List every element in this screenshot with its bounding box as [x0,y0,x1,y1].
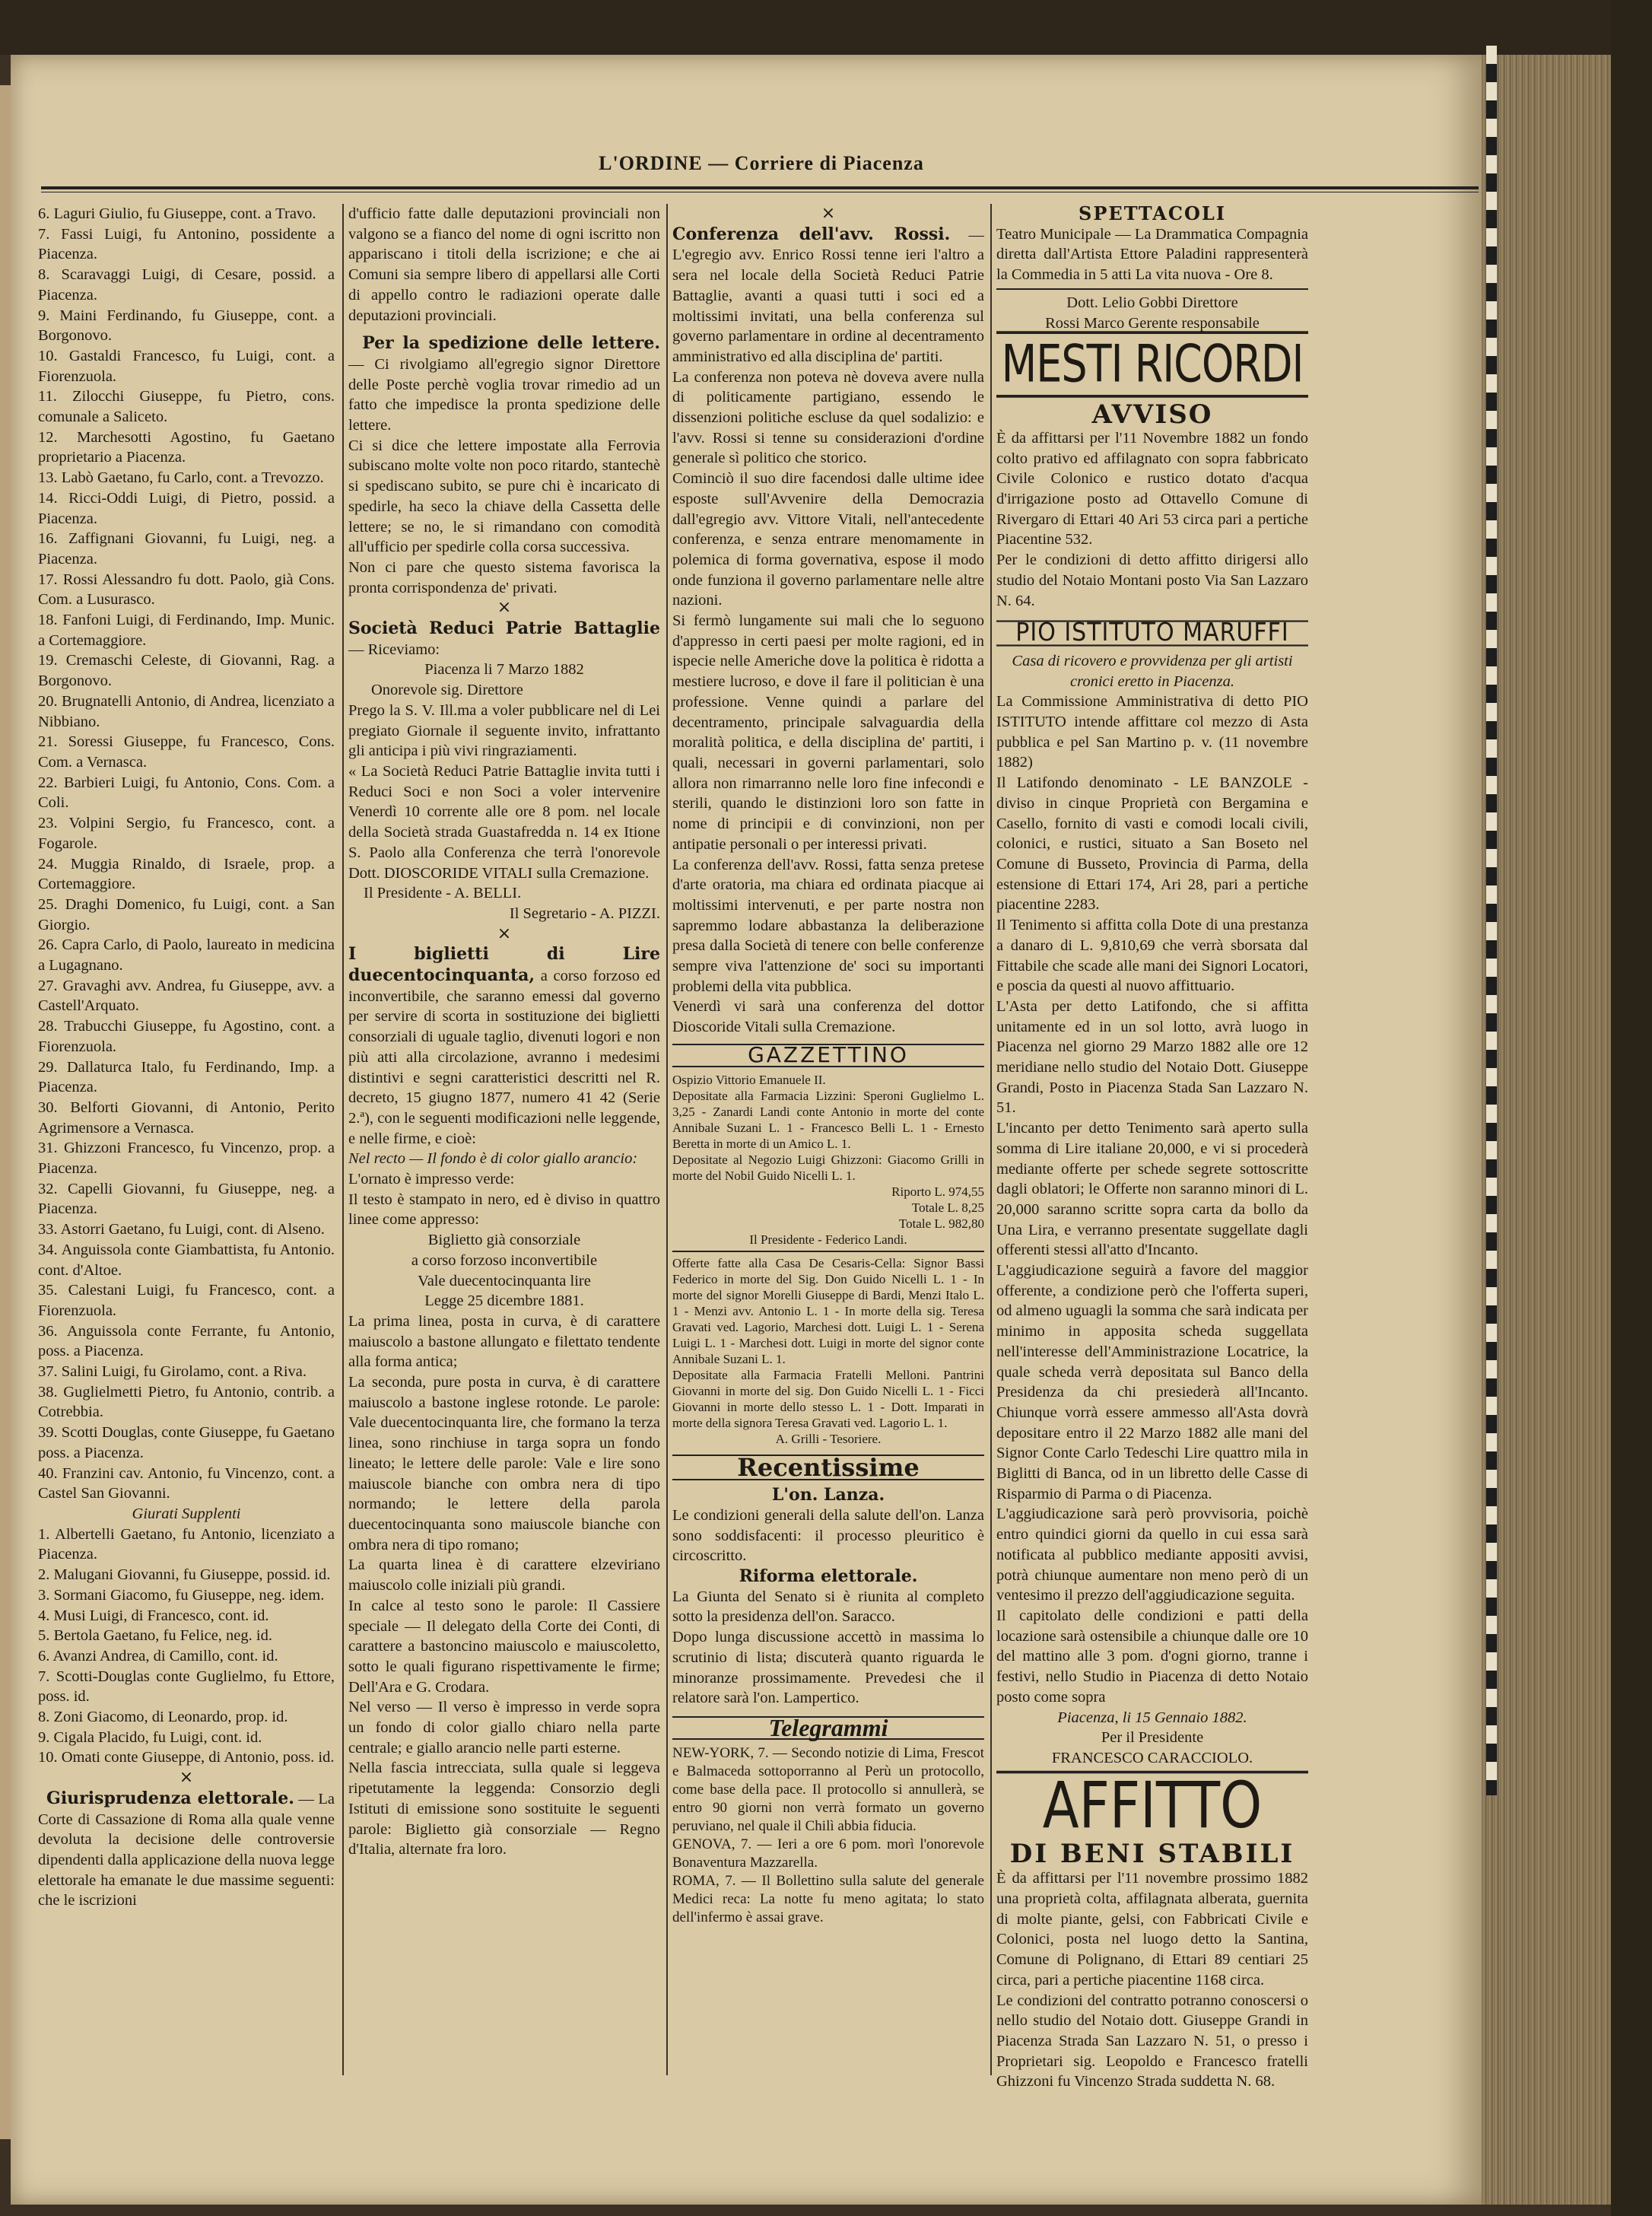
juror-entry: 33. Astorri Gaetano, fu Luigi, cont. di Alseno. [38,1221,325,1238]
avviso-heading: AVVISO [1091,399,1213,431]
note-line: a corso forzoso inconvertibile [411,1251,598,1269]
article-spedizione [348,333,660,436]
juror-entry: 12. Marchesotti Agostino, fu Gaetano proprietario a Piacenza. [38,428,335,466]
article-text: Il testo è stampato in nero, ed è diviso in quattro linee come appresso: [348,1191,660,1229]
gazzettino-text: Ospizio Vittorio Emanuele II. [672,1072,826,1087]
article-text: Si fermò lungamente sui mali che lo seguono d'appresso in certi paesi per molte ragioni, ed in ispecie nelle Americhe dove la politica è ridotta a mestiere lucroso, e dove il fare il politician è una professione. Venne quindi a parlare del decentramento, principale salvaguardia della moralità politica, e della disciplina de' partiti, i quali, necessari in governi parlamentari, solo allora non rimarranno nelle loro fine infecondi e sterili, quando le distinzioni loro son fatte in nome di principii e di convinzioni, non per antipatie personali o per interessi privati. [672,612,984,853]
gazzettino-total: Totale L. 982,80 [898,1216,984,1231]
article-text: — Riceviamo: [348,641,440,658]
book-fore-edge [1482,55,1611,2205]
juror-entry: 40. Franzini cav. Antonio, fu Vincenzo, cont. a Castel San Giovanni. [38,1464,335,1502]
juror-entry: 26. Capra Carlo, di Paolo, laureato in medicina a Lugagnano. [38,936,335,974]
article-title: Per la spedizione delle lettere. [362,333,660,354]
gazzettino-text: Depositate alla Farmacia Lizzini: Speroni Guglielmo L. 3,25 - Zanardi Landi conte Antonio in morte del conte Annibale Suzani L. 1 - Francesco Belli L. 1 - Ernesto Beretta in morte di un Amico L. 1. [672,1088,984,1151]
article-text: Le condizioni generali della salute dell'on. Lanza sono soddisfacenti: il processo pleuritico è circoscritto. [672,1506,984,1565]
article-text: — La Corte di Cassazione di Roma alla quale venne devoluta la decisione delle controversie dipendenti dalla applicazione della nuova legge elettorale ha emanate le due massime seguenti: che le iscrizioni [38,1790,335,1909]
juror-entry: 29. Dallaturca Italo, fu Ferdinando, Imp. a Piacenza. [38,1058,335,1096]
article-title: I biglietti di Lire duecentocinquanta, [348,944,660,986]
separator: × [497,924,512,943]
beni-stabili-heading: DI BENI STABILI [1009,1838,1295,1869]
article-text: Ci si dice che lettere impostate alla Ferrovia subiscano molte volte non poco ritardo, stantechè si spediscano subito, se pure chi è incaricato di spedirle, ha seco la chiave della Cassetta delle lettere; se no, le si rimandano con comodità all'ufficio per spedirle colla corsa successiva. [348,437,660,556]
article-text: Non ci pare che questo sistema favorisca la pronta corrispondenza de' privati. [348,558,660,596]
juror-entry: 8. Scaravaggi Luigi, di Cesare, possid. a Piacenza. [38,266,335,304]
ad-text: È da affittarsi per l'11 novembre prossimo 1882 una proprietà colta, affilagnata alberata, guernita di molte piante, gelsi, con Fabbricati Civile e Colonici, posta nel luogo detto la Santina, Comune di Polignano, di Ettari 89 centiari 25 circa, pari a pertiche piacentine 1168 circa. [996,1870,1308,1989]
article-text: L'ornato è impresso verde: [348,1171,515,1188]
ad-text: Il Tenimento si affitta colla Dote di una prestanza a danaro di L. 9,810,69 che verrà sborsata dal Fittabile che scade alle mani dei Signori Locatori, e poscia da questi al nuovo affittuario. [996,917,1308,995]
juror-entry: 17. Rossi Alessandro fu dott. Paolo, già Cons. Com. a Lusurasco. [38,571,335,609]
article-text: — Ci rivolgiamo all'egregio signor Direttore delle Poste perchè voglia trovar rimedio ad un fatto che impedisce la pronta spedizione delle lettere. [348,355,660,434]
pio-istituto-heading: PIO ISTITUTO MARUFFI [996,621,1308,647]
signature: A. Grilli - Tesoriere. [775,1431,882,1446]
separator: × [497,598,512,618]
column-4 [996,204,1308,2090]
column-2 [348,204,660,2090]
recentissime-heading: Recentissime [672,1455,984,1481]
note-line: Biglietto già consorziale [427,1232,581,1249]
juror-entry: 21. Soressi Giuseppe, fu Francesco, Cons. Com. a Vernasca. [38,733,335,771]
article-text: Teatro Municipale — La Drammatica Compagnia diretta dall'Artista Ettore Paladini rappresenterà la Commedia in 5 atti La vita nuova - Ore 8. [996,225,1308,284]
article-text: a corso forzoso ed inconvertibile, che saranno emessi dal governo per servire di scorta in sostituzione dei biglietti consorziali di uguale taglio, divenuti logori e non più atti alla circolazione, avranno i medesimi distintivi e segni caratteristici descritti nel R. decreto, 15 giugno 1877, numero 41 42 (Serie 2.ª), con le seguenti modificazioni nelle leggende, e nelle firme, e cioè: [348,968,660,1147]
juror-entry: 20. Brugnatelli Antonio, di Andrea, licenziato a Nibbiano. [38,692,335,730]
juror-entry: 18. Fanfoni Luigi, di Ferdinando, Imp. Munic. a Cortemaggiore. [38,612,335,649]
telegram-text: NEW-YORK, 7. — Secondo notizie di Lima, Frescot e Balmaceda sottoporranno al Perù un protocollo, come base della pace. Il protocollo si annullerà, se entro 90 giorni non verrà formato un governo peruviano, nel quale il Chilì abbia fiducia. [672,1744,984,1834]
ad-text: Per le condizioni di detto affitto dirigersi allo studio del Notaio Montani posto Via San Lazzaro N. 64. [996,552,1308,609]
signature: Il Presidente - A. BELLI. [364,885,522,902]
juror-entry: 25. Draghi Domenico, fu Luigi, cont. a San Giorgio. [38,895,335,933]
substitute-juror-entry: 5. Bertola Gaetano, fu Felice, neg. id. [38,1627,272,1645]
telegrammi-section [672,1744,984,1927]
article-giurisprudenza [38,1788,335,1911]
article-text: Prego la S. V. Ill.ma a voler pubblicare nel di Lei pregiato Giornale il seguente invito, infrattanto gli anticipa i più vivi ringraziamenti. [348,701,660,760]
column-divider [666,204,668,2075]
ad-text: L'Asta per detto Latifondo, che si affitta unitamente ed in un sol lotto, avrà luogo in Piacenza nel giorno 29 Marzo 1882 alle ore 12 meridiane nello studio del Notaio Dott. Giuseppe Grandi, Posto in Piacenza Stada San Lazzaro N. 51. [996,997,1308,1117]
spettacoli-heading: SPETTACOLI [1079,204,1226,224]
gazzettino-heading: GAZZETTINO [672,1044,984,1067]
substitute-juror-entry: 3. Sormani Giacomo, fu Giuseppe, neg. idem. [38,1586,325,1604]
page-header: L'ORDINE — Corriere di Piacenza [599,152,924,174]
juror-entry: 37. Salini Luigi, fu Girolamo, cont. a Riva. [38,1363,307,1381]
juror-entry: 6. Laguri Giulio, fu Giuseppe, cont. a Travo. [38,205,316,222]
juror-entry: 38. Guglielmetti Pietro, fu Antonio, contrib. a Cotrebbia. [38,1383,335,1421]
scale-ruler [1486,46,1497,1795]
substitute-juror-entry: 2. Malugani Giovanni, fu Giuseppe, possid. id. [38,1566,331,1584]
article-text: La Giunta del Senato si è riunita al completo sotto la presidenza dell'on. Saracco. [672,1588,984,1626]
letter-salutation: Onorevole sig. Direttore [371,682,523,699]
article-title: L'on. Lanza. [771,1485,885,1505]
juror-entry: 19. Cremaschi Celeste, di Giovanni, Rag. a Borgonovo. [38,652,335,690]
article-biglietti [348,944,660,1149]
article-text: Cominciò il suo dire facendosi dalle ultime idee esposte sull'Avvenire della Democrazia dall'egregio avv. Vittore Vitali, nell'antecedente conferenza, e senza entrare menomamente in polemica di forma governativa, espose il modo onde funziona il governo parlamentare nelle altre nazioni. [672,470,984,609]
juror-entry: 39. Scotti Douglas, conte Giuseppe, fu Gaetano poss. a Piacenza. [38,1424,335,1461]
substitute-juror-entry: 6. Avanzi Andrea, di Camillo, cont. id. [38,1647,278,1664]
article-text: La conferenza dell'avv. Rossi, fatta senza pretese d'arte oratoria, ma chiara ed ordinata piacque ai moltissimi intervenuti, e per parte nostra non sapremmo lodare abbastanza la deliberazione presa dalla Società di tenere con belle conferenze sempre viva l'attenzione de' soci su importanti problemi della vita pubblica. [672,856,984,995]
signature: Per il Presidente [1101,1729,1204,1747]
article-text: Nel verso — Il verso è impresso in verde sopra un fondo di color giallo chiaro nella parte centrale; e giallo arancio nelle parti esterne. [348,1699,660,1757]
article-title: Giurisprudenza elettorale. [46,1788,294,1808]
scan-top-shadow [0,0,1652,55]
column-1 [38,204,335,2090]
juror-entry: 36. Anguissola conte Ferrante, fu Antonio, poss. a Piacenza. [38,1322,335,1360]
telegram-text: GENOVA, 7. — Ieri a ore 6 pom. morì l'onorevole Bonaventura Mazzarella. [672,1836,984,1871]
signature: FRANCESCO CARACCIOLO. [1051,1749,1253,1766]
juror-entry: 30. Belforti Giovanni, di Antonio, Perito Agrimensore a Vernasca. [38,1098,335,1137]
column-divider [990,204,992,2075]
article-text: Dopo lunga discussione accettò in massima lo scrutinio di lista; discuterà quanto riguarda le minoranze prossimamente. Prevedesi che il relatore sarà l'on. Lampertico. [672,1629,984,1707]
article-text: La quarta linea è di carattere elzeviriano maiuscolo colle iniziali più grandi. [348,1556,660,1594]
divider [672,1251,984,1252]
gazzettino-text: Offerte fatte alla Casa De Cesaris-Cella: Signor Bassi Federico in morte del Sig. Don Guido Nicelli L. 1 - In morte del signor Morelli Giuseppe di Bardi, Menzi Italo L. 1 - Menzi avv. Antonio L. 1 - In morte della sig. Teresa Gravati ved. Lagorio, Marchesi dott. Luigi L. 1 - Serena Luigi L. 1 - Marchesi dott. Luigi in morte del signor conte Annibale Suzani L. 1. [672,1255,984,1366]
juror-entry: 27. Gravaghi avv. Andrea, fu Giuseppe, avv. a Castell'Arquato. [38,977,335,1015]
juror-entry: 16. Zaffignani Giovanni, fu Luigi, neg. a Piacenza. [38,530,335,568]
article-title: Riforma elettorale. [739,1566,918,1587]
ad-text: Il Latifondo denominato - LE BANZOLE - diviso in cinque Proprietà con Bergamina e Casello, fornito di vasti e comodi locali civili, colonici, e rustici, situato a San Boseto nel Comune di Busseto, Provincia di Parma, della estensione di Ettari 174, Ari 28, pari a pertiche piacentine 2283. [996,774,1308,914]
ad-text: È da affittarsi per l'11 Novembre 1882 un fondo colto prativo ed affilagnato con sopra fabbricato Civile Colonico e rustico dotato d'acqua d'irrigazione posto ad Ottavello Comune di Rivergaro di Ettari 40 Ari 53 circa pari a pertiche Piacentine 532. [996,429,1308,548]
substitute-juror-entry: 10. Omati conte Giuseppe, di Antonio, poss. id. [38,1749,335,1766]
juror-entry: 13. Labò Gaetano, fu Carlo, cont. a Trevozzo. [38,469,324,487]
ad-text: L'aggiudicazione seguirà a favore del maggior offerente, a condizione però che l'offerta superi, od almeno uguagli la somma che sarà indicata per minimo in apposita scheda suggellata nell'interesse dell'Amministrazione Locatrice, la quale scheda verrà depositata sul Banco della Presidenza da chi presiederà all'Incanto. Chiunque vorrà essere ammesso all'Asta dovrà depositare entro il 22 Marzo 1882 alle mani del Signor Conte Carlo Tedeschi Lire quattro mila in Biglitti di Banca, od in un libretto delle Casse di Risparmio di Parma o di Piacenza. [996,1262,1308,1502]
article-reduci [348,618,660,660]
substitute-juror-entry: 7. Scotti-Douglas conte Guglielmo, fu Ettore, poss. id. [38,1668,335,1706]
telegram-text: ROMA, 7. — Il Bollettino sulla salute del generale Medici reca: La notte fu meno agitata; lo stato dell'infermo è assai grave. [672,1872,984,1925]
juror-entry: 31. Ghizzoni Francesco, fu Vincenzo, prop. a Piacenza. [38,1140,335,1178]
article-title: Società Reduci Patrie Battaglie [348,618,660,639]
jurors-list [38,204,335,1504]
substitute-jurors-list [38,1524,335,1768]
article-text: Nel recto — Il fondo è di color giallo arancio: [348,1150,638,1168]
ad-subtitle: Casa di ricovero e provvidenza per gli artisti cronici eretto in Piacenza. [1012,652,1293,690]
ad-text: Il capitolato delle condizioni e patti della locazione sarà ostensibile a chiunque dalle ore 10 del mattino alle 3 pom. d'ogni giorno, tranne i festivi, nello Studio in Piacenza di detto Notaio posto come sopra [996,1607,1308,1706]
article-text: — L'egregio avv. Enrico Rossi tenne ieri l'altro a sera nel locale della Società Reduci Patrie Battaglie, avanti a quasi tutti i soci ed a moltissimi invitati, una bella conferenza sul governo parlamentare in ordine al decentramento amministrativo ed alla disciplina de' partiti. [672,226,984,365]
telegrammi-heading: Telegrammi [672,1716,984,1740]
editor-line: Rossi Marco Gerente responsabile [1045,314,1260,332]
juror-entry: 14. Ricci-Oddi Luigi, di Pietro, possid. a Piacenza. [38,489,335,527]
article-title: Conferenza dell'avv. Rossi. [672,224,951,244]
separator: × [179,1768,194,1788]
ad-text: L'aggiudicazione sarà però provvisoria, poichè entro quindici giorni da quello in cui essa sarà notificata al pubblico mediante appositi avvisi, potrà chiunque aumentare non meno però di un ventesimo il prezzo dell'aggiudicazione seguita. [996,1505,1308,1604]
article-text: Venerdì vi sarà una conferenza del dottor Dioscoride Vitali sulla Cremazione. [672,998,984,1036]
juror-entry: 23. Volpini Sergio, fu Francesco, cont. a Fogarole. [38,815,335,852]
divider [996,288,1308,290]
left-page-edge [0,85,11,2139]
ad-text: L'incanto per detto Tenimento sarà aperto sulla somma di Lire italiane 20,000, e vi si procederà mediante offerte per schede segrete sottoscritte dagli oblatori; le Offerte non saranno minori di L. 20,000 saranno scritte sopra carta da bollo da Una Lira, e verranno presentate suggellate dagli offerenti stessi all'atto d'Incanto. [996,1120,1308,1259]
article-text: La prima linea, posta in curva, è di carattere maiuscolo a bastone allungato e filettato tendente alla forma antica; [348,1312,660,1371]
gazzettino-text: Depositate alla Farmacia Fratelli Melloni. Pantrini Giovanni in morte del sig. Don Guido Nicelli L. 1 - Ficci Giovanni in morte dello stesso L. 1 - Dott. Imparati in morte della signora Teresa Gravati ved. Lagorio L. 1. [672,1367,984,1430]
column-3 [672,204,984,2090]
article-text: Nella fascia intrecciata, sulla quale si leggeva ripetutamente la leggenda: Consorzio degli Istituti di emissione sono sostituite le seguenti parole: Biglietto già consorziale — Regno d'Italia, alternate fra loro. [348,1760,660,1858]
affitto-heading: AFFITTO [996,1770,1308,1837]
juror-entry: 10. Gastaldi Francesco, fu Luigi, cont. a Fiorenzuola. [38,347,335,385]
juror-entry: 35. Calestani Luigi, fu Francesco, cont. a Fiorenzuola. [38,1282,335,1319]
juror-entry: 9. Maini Ferdinando, fu Giuseppe, cont. a Borgonovo. [38,307,335,345]
article-quote: « La Società Reduci Patrie Battaglie invita tutti i Reduci Soci e non Soci a voler intervenire Venerdì 10 corrente alle ore 8 pom. nel locale della Società strada Guastafredda n. 14 ex Itione S. Paolo alla Conferenza che terrà l'onorevole Dott. DIOSCORIDE VITALI sulla Cremazione. [348,762,660,882]
supplenti-heading: Giurati Supplenti [132,1505,241,1522]
signature: Il Segretario - A. PIZZI. [509,905,660,922]
header-rule [41,186,1479,192]
book-binding [1611,0,1652,2216]
substitute-juror-entry: 8. Zoni Giacomo, di Leonardo, prop. id. [38,1709,288,1726]
juror-entry: 32. Capelli Giovanni, fu Giuseppe, neg. a Piacenza. [38,1180,335,1218]
article-text: d'ufficio fatte dalle deputazioni provinciali non valgono se a fianco del nome di ogni iscritto non appariscano i titoli della iscrizione; e che ai Comuni sia sempre libero di appellarsi alle Corti di appello contro le radiazioni operate dalle deputazioni provinciali. [348,205,660,324]
article-text: La seconda, pure posta in curva, è di carattere maiuscolo a bastone inglese rotonde. Le parole: Vale duecentocinquanta lire, che formano la terza linea, sono rinchiuse in targa sopra un fondo lineato; le lettere delle parole: Vale e lire sono maiuscole bianche con ombra nera di tipo normando; le lettere della parola duecentocinquanta sono maiuscole bianche con ombra nera di tipo romano; [348,1374,660,1553]
mesti-ricordi-heading: MESTI RICORDI [996,331,1308,398]
note-line: Legge 25 dicembre 1881. [424,1292,584,1310]
gazzettino-section [672,1072,984,1447]
gazzettino-text: Depositate al Negozio Luigi Ghizzoni: Giacomo Grilli in morte del Nobil Guido Nicelli L. 1. [672,1152,984,1183]
substitute-juror-entry: 9. Cigala Placido, fu Luigi, cont. id. [38,1728,262,1746]
article-text: In calce al testo sono le parole: Il Cassiere speciale — Il delegato della Corte dei Conti, di carattere a bastoncino maiuscolo e maiuscoletto, sotto le quali figurano rispettivamente le firme; Dell'Ara e G. Crodara. [348,1597,660,1696]
juror-entry: 22. Barbieri Luigi, fu Antonio, Cons. Com. a Coli. [38,774,335,812]
note-line: Vale duecentocinquanta lire [418,1272,591,1289]
letter-date: Piacenza li 7 Marzo 1882 [424,661,584,679]
gazzettino-total: Totale L. 8,25 [911,1200,984,1215]
signature: Il Presidente - Federico Landi. [749,1232,907,1247]
juror-entry: 11. Zilocchi Giuseppe, fu Pietro, cons. comunale a Saliceto. [38,388,335,426]
ad-text: Le condizioni del contratto potranno conoscersi o nello studio del Notaio dott. Giuseppe Grandi in Piacenza Strada San Lazzaro N. 51, o presso i Proprietari sig. Leopoldo e Francesco fratelli Ghizzoni fu Vincenzo Strada suddetta N. 68. [996,1992,1308,2090]
ad-date: Piacenza, li 15 Gennaio 1882. [1057,1709,1247,1726]
editor-line: Dott. Lelio Gobbi Direttore [1066,294,1238,311]
column-divider [342,204,344,2075]
article-text: La conferenza non poteva nè doveva avere nulla di politicamente partigiano, essendo le dissenzioni politiche escluse da quel sodalizio: e l'avv. Rossi si tenne su considerazioni d'ordine generale sì politico che storico. [672,368,984,467]
juror-entry: 28. Trabucchi Giuseppe, fu Agostino, cont. a Fiorenzuola. [38,1018,335,1055]
separator: × [821,204,836,223]
gazzettino-total: Riporto L. 974,55 [891,1184,984,1199]
substitute-juror-entry: 4. Musi Luigi, di Francesco, cont. id. [38,1607,269,1624]
article-conferenza [672,224,984,367]
juror-entry: 24. Muggia Rinaldo, di Israele, prop. a Cortemaggiore. [38,855,335,893]
juror-entry: 7. Fassi Luigi, fu Antonino, possidente a Piacenza. [38,225,335,263]
juror-entry: 34. Anguissola conte Giambattista, fu Antonio. cont. d'Altoe. [38,1241,335,1279]
ad-text: La Commissione Amministrativa di detto PIO ISTITUTO intende affittare col mezzo di Asta pubblica e pel San Martino p. v. (11 novembre 1882) [996,693,1308,771]
substitute-juror-entry: 1. Albertelli Gaetano, fu Antonio, licenziato a Piacenza. [38,1525,335,1563]
